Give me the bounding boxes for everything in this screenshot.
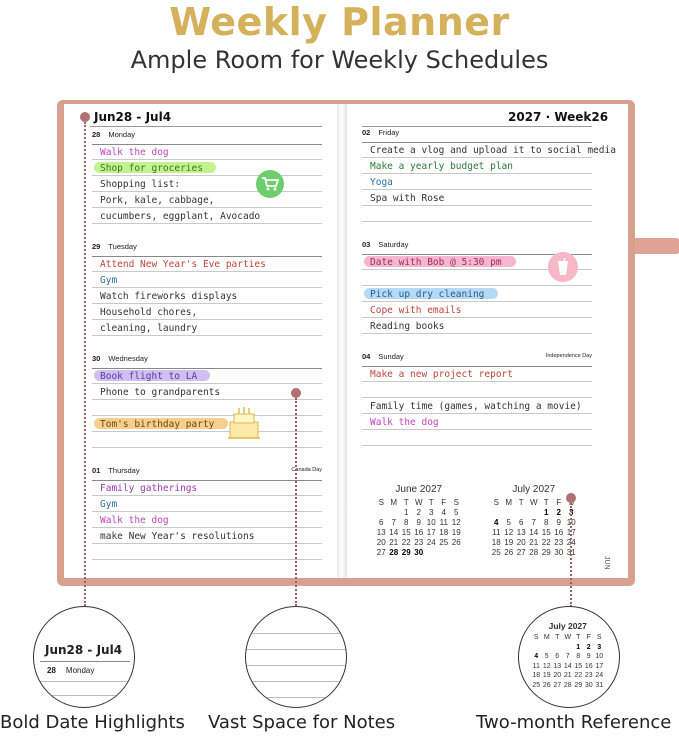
note-line[interactable]: [362, 142, 616, 158]
page-subtitle: Ample Room for Weekly Schedules: [130, 46, 549, 74]
day-block: [92, 242, 322, 336]
note-text: Phone to grandparents: [100, 387, 221, 398]
calendar-day: 25: [491, 547, 501, 557]
day-block: [92, 466, 322, 560]
note-text: Cope with emails: [370, 305, 462, 316]
note-text: Spa with Rose: [370, 193, 445, 204]
note-line[interactable]: [362, 174, 592, 190]
note-line[interactable]: [362, 286, 592, 302]
calendar-day: 22: [574, 672, 583, 680]
weekday-label: F: [586, 634, 591, 642]
day-name: Sunday: [378, 352, 404, 361]
note-text: Make a new project report: [370, 369, 513, 380]
cake-icon-shape: [224, 404, 264, 442]
note-line[interactable]: [362, 190, 592, 206]
mini-calendar-june: [375, 484, 463, 557]
day-header: [362, 352, 592, 366]
day-header: [92, 242, 322, 256]
calendar-day: 12: [542, 662, 551, 670]
day-name: Monday: [108, 130, 136, 139]
weekday-label: T: [518, 497, 524, 507]
note-text: Shopping list:: [100, 179, 181, 190]
weekday-label: S: [493, 497, 499, 507]
note-line[interactable]: [92, 304, 322, 320]
note-line[interactable]: [362, 366, 592, 382]
calendar-day: 19: [542, 672, 551, 680]
calendar-day: 1: [576, 643, 581, 651]
calendar-day: 26: [504, 547, 514, 557]
zoom-day-name: Monday: [65, 666, 95, 675]
day-block: [92, 354, 322, 448]
note-line[interactable]: [92, 368, 322, 384]
calendar-day: 20: [516, 537, 526, 547]
calendar-day: [552, 643, 563, 653]
note-line[interactable]: [92, 288, 322, 304]
planner-spine: [337, 104, 347, 578]
pointer-dot-reference: [566, 493, 576, 503]
note-line[interactable]: [92, 256, 322, 272]
calendar-day: 12: [451, 517, 461, 527]
zoom-rule: [40, 695, 130, 696]
note-text: Book flight to LA: [100, 371, 198, 382]
calendar-day: 29: [401, 547, 411, 557]
drink-icon-shape: [556, 258, 570, 276]
calendar-day: 18: [491, 537, 501, 547]
note-text: Yoga: [370, 177, 393, 188]
calendar-day: 7: [391, 517, 396, 527]
weekday-label: S: [533, 634, 539, 642]
calendar-day: 24: [426, 537, 436, 547]
note-line[interactable]: [362, 302, 592, 318]
note-line[interactable]: [92, 208, 322, 224]
calendar-day: 18: [532, 672, 541, 680]
calendar-day: 27: [553, 681, 562, 689]
note-text: Family time (games, watching a movie): [370, 401, 582, 412]
zoom-rule: [246, 633, 347, 634]
calendar-day: 6: [379, 517, 384, 527]
calendar-day: 4: [534, 653, 539, 661]
calendar-day: 17: [595, 662, 604, 670]
calendar-day: 8: [576, 653, 581, 661]
calendar-day: [531, 643, 542, 653]
note-text: Walk the dog: [370, 417, 439, 428]
day-block: [362, 352, 592, 446]
calendar-day: [438, 547, 451, 557]
cart-icon: [256, 170, 284, 198]
calendar-day: 22: [401, 537, 411, 547]
note-text: Tom's birthday party: [100, 419, 215, 430]
calendar-day: 13: [376, 527, 386, 537]
calendar-day: 4: [494, 517, 499, 527]
weekday-label: F: [556, 497, 562, 507]
month-tab: JUN: [603, 556, 610, 570]
weekday-label: W: [529, 497, 538, 507]
day-header: [92, 130, 322, 144]
zoom-reference: [518, 606, 620, 708]
calendar-day: 23: [584, 672, 593, 680]
weekday-label: T: [555, 634, 560, 642]
note-line[interactable]: [362, 398, 592, 414]
calendar-day: 21: [389, 537, 399, 547]
calendar-day: [425, 547, 438, 557]
weekday-label: S: [453, 497, 459, 507]
zoom-calendar-july: [531, 621, 605, 690]
calendar-title: July 2027: [548, 621, 587, 631]
note-line[interactable]: [92, 144, 322, 160]
note-line[interactable]: [362, 318, 592, 334]
day-number: 02: [362, 128, 371, 137]
cake-icon: [224, 404, 264, 442]
calendar-day: 18: [439, 527, 449, 537]
calendar-day: 11: [439, 517, 448, 527]
calendar-day: 13: [516, 527, 526, 537]
zoom-bold-dates: [33, 606, 135, 708]
calendar-day: 3: [429, 507, 434, 517]
calendar-day: 3: [569, 507, 574, 517]
note-line[interactable]: [92, 320, 322, 336]
note-line[interactable]: [362, 382, 592, 398]
calendar-day: 20: [553, 672, 562, 680]
calendar-day: 10: [595, 653, 604, 661]
day-header: [92, 354, 322, 368]
calendar-day: 31: [595, 681, 604, 689]
weekday-label: M: [505, 497, 513, 507]
week-number: 2027 · Week26: [508, 110, 609, 124]
note-text: Pick up dry cleaning: [370, 289, 485, 300]
calendar-day: 23: [554, 537, 564, 547]
weekday-label: T: [543, 497, 549, 507]
calendar-day: 2: [416, 507, 421, 517]
calendar-day: 24: [595, 672, 604, 680]
zoom-rule: [246, 649, 347, 650]
calendar-day: 11: [492, 527, 501, 537]
pointer-dot-notes: [291, 388, 301, 398]
note-text: Date with Bob @ 5:30 pm: [370, 257, 502, 268]
calendar-day: 8: [544, 517, 549, 527]
calendar-day: 4: [441, 507, 446, 517]
note-line[interactable]: [92, 416, 322, 432]
calendar-day: 16: [584, 662, 593, 670]
calendar-day: 2: [556, 507, 561, 517]
zoom-rule: [246, 697, 347, 698]
zoom-date-range: Jun28 - Jul4: [45, 643, 123, 657]
pointer-dot-dates: [80, 112, 90, 122]
note-text: Walk the dog: [100, 515, 169, 526]
calendar-day: 3: [597, 643, 602, 651]
calendar-day: 11: [532, 662, 540, 670]
note-text: Gym: [100, 499, 118, 510]
note-line[interactable]: [92, 176, 322, 192]
calendar-day: 20: [376, 537, 386, 547]
day-header: [92, 466, 322, 480]
note-text: cleaning, laundry: [100, 323, 198, 334]
note-text: Pork, kale, cabbage,: [100, 195, 215, 206]
note-text: Walk the dog: [100, 147, 169, 158]
calendar-day: 31: [566, 547, 576, 557]
pointer-line-dates: [84, 122, 86, 606]
calendar-day: 1: [544, 507, 549, 517]
calendar-day: 30: [554, 547, 564, 557]
note-line[interactable]: [362, 430, 592, 446]
calendar-day: 14: [529, 527, 539, 537]
header-rule: [362, 126, 592, 127]
day-number: 28: [92, 130, 101, 139]
note-line[interactable]: [92, 192, 322, 208]
calendar-day: 23: [414, 537, 424, 547]
calendar-day: [563, 643, 574, 653]
day-name: Friday: [378, 128, 400, 137]
weekday-label: W: [564, 634, 572, 642]
calendar-day: 30: [414, 547, 424, 557]
holiday-label: Canada Day: [291, 467, 322, 473]
calendar-day: 5: [454, 507, 459, 517]
calendar-grid: [531, 633, 605, 690]
zoom-notes: [245, 606, 347, 708]
caption-notes: Vast Space for Notes: [208, 712, 396, 733]
note-line[interactable]: [362, 206, 592, 222]
day-number: 29: [92, 242, 101, 251]
note-line[interactable]: [92, 512, 322, 528]
day-number: 04: [362, 352, 371, 361]
note-line[interactable]: [92, 480, 322, 496]
calendar-day: [503, 507, 516, 517]
calendar-day: [515, 507, 528, 517]
day-header: [362, 128, 592, 142]
calendar-day: 27: [376, 547, 386, 557]
calendar-day: 9: [416, 517, 421, 527]
caption-reference: Two-month Reference: [476, 712, 672, 733]
calendar-day: 30: [584, 681, 593, 689]
weekday-label: T: [576, 634, 581, 642]
calendar-day: 8: [404, 517, 409, 527]
calendar-day: 16: [554, 527, 564, 537]
calendar-day: 14: [563, 662, 572, 670]
calendar-day: 27: [516, 547, 526, 557]
cart-icon-shape: [261, 176, 279, 192]
calendar-day: 21: [529, 537, 539, 547]
calendar-day: 2: [586, 643, 591, 651]
week-range: Jun28 - Jul4: [94, 110, 172, 124]
note-text: Reading books: [370, 321, 445, 332]
calendar-day: 28: [389, 547, 399, 557]
note-text: Gym: [100, 275, 118, 286]
calendar-day: [450, 547, 463, 557]
day-number: 30: [92, 354, 101, 363]
calendar-day: [528, 507, 541, 517]
calendar-day: 26: [542, 681, 551, 689]
calendar-day: 15: [401, 527, 411, 537]
day-number: 01: [92, 466, 101, 475]
page-title: Weekly Planner: [169, 0, 510, 44]
calendar-day: 28: [529, 547, 539, 557]
note-text: Family gatherings: [100, 483, 198, 494]
weekday-label: S: [378, 497, 384, 507]
zoom-rule: [40, 681, 130, 682]
weekday-label: S: [596, 634, 602, 642]
zoom-rule: [40, 661, 130, 662]
weekday-label: T: [428, 497, 434, 507]
day-number: 03: [362, 240, 371, 249]
calendar-day: 16: [414, 527, 424, 537]
note-line[interactable]: [362, 414, 592, 430]
weekday-label: M: [543, 634, 550, 642]
calendar-day: 25: [439, 537, 449, 547]
calendar-day: [388, 507, 401, 517]
zoom-rule: [246, 681, 347, 682]
calendar-day: 17: [426, 527, 436, 537]
weekday-label: M: [390, 497, 398, 507]
note-line[interactable]: [92, 544, 322, 560]
calendar-day: [490, 507, 503, 517]
note-line[interactable]: [92, 272, 322, 288]
drink-icon: [548, 252, 578, 282]
weekday-label: F: [441, 497, 447, 507]
note-text: make New Year's resolutions: [100, 531, 255, 542]
pointer-line-notes: [295, 398, 297, 606]
note-text: Make a yearly budget plan: [370, 161, 513, 172]
calendar-grid: [490, 497, 578, 557]
note-line[interactable]: [92, 384, 322, 400]
note-line[interactable]: [92, 432, 322, 448]
calendar-day: 19: [504, 537, 514, 547]
calendar-day: 21: [563, 672, 572, 680]
day-name: Thursday: [108, 466, 140, 475]
note-text: Shop for groceries: [100, 163, 203, 174]
day-block: [362, 128, 616, 222]
calendar-day: 17: [566, 527, 576, 537]
note-text: Create a vlog and upload it to social media: [370, 145, 616, 156]
calendar-day: 6: [555, 653, 560, 661]
calendar-day: 14: [389, 527, 399, 537]
calendar-day: 6: [519, 517, 524, 527]
calendar-day: 7: [565, 653, 570, 661]
note-text: cucumbers, eggplant, Avocado: [100, 211, 261, 222]
calendar-day: 1: [404, 507, 409, 517]
calendar-day: 28: [563, 681, 572, 689]
note-line[interactable]: [92, 496, 322, 512]
note-line[interactable]: [92, 400, 322, 416]
calendar-day: 29: [574, 681, 583, 689]
calendar-day: 22: [541, 537, 551, 547]
calendar-title: June 2027: [395, 484, 443, 495]
note-line[interactable]: [362, 158, 592, 174]
caption-bold-dates: Bold Date Highlights: [0, 712, 185, 733]
calendar-day: 10: [426, 517, 436, 527]
calendar-day: 19: [451, 527, 461, 537]
day-name: Saturday: [378, 240, 409, 249]
calendar-day: 13: [553, 662, 562, 670]
note-text: Household chores,: [100, 307, 198, 318]
note-line[interactable]: [92, 528, 322, 544]
calendar-day: 26: [451, 537, 461, 547]
calendar-day: 24: [566, 537, 576, 547]
calendar-day: 15: [574, 662, 583, 670]
calendar-grid: [375, 497, 463, 557]
note-text: Attend New Year's Eve parties: [100, 259, 266, 270]
header-rule: [90, 126, 322, 127]
calendar-day: 29: [541, 547, 551, 557]
calendar-day: 9: [556, 517, 561, 527]
calendar-day: 15: [541, 527, 551, 537]
calendar-day: 5: [506, 517, 511, 527]
pointer-line-reference: [570, 503, 572, 607]
calendar-day: [375, 507, 388, 517]
calendar-day: 10: [566, 517, 576, 527]
note-line[interactable]: [92, 160, 322, 176]
zoom-day-num: 28: [47, 666, 56, 675]
mini-calendar-july: [490, 484, 578, 557]
calendar-day: 7: [531, 517, 536, 527]
day-name: Tuesday: [108, 242, 137, 251]
zoom-rule: [246, 665, 347, 666]
day-name: Wednesday: [108, 354, 148, 363]
calendar-title: July 2027: [512, 484, 556, 495]
elastic-strap: [630, 238, 679, 254]
calendar-day: 5: [544, 653, 549, 661]
day-block: [92, 130, 322, 224]
note-text: Watch fireworks displays: [100, 291, 238, 302]
weekday-label: T: [403, 497, 409, 507]
calendar-day: 12: [504, 527, 514, 537]
holiday-label: Independence Day: [545, 353, 592, 359]
calendar-day: 25: [532, 681, 541, 689]
calendar-day: [542, 643, 553, 653]
calendar-day: 9: [586, 653, 591, 661]
weekday-label: W: [414, 497, 423, 507]
